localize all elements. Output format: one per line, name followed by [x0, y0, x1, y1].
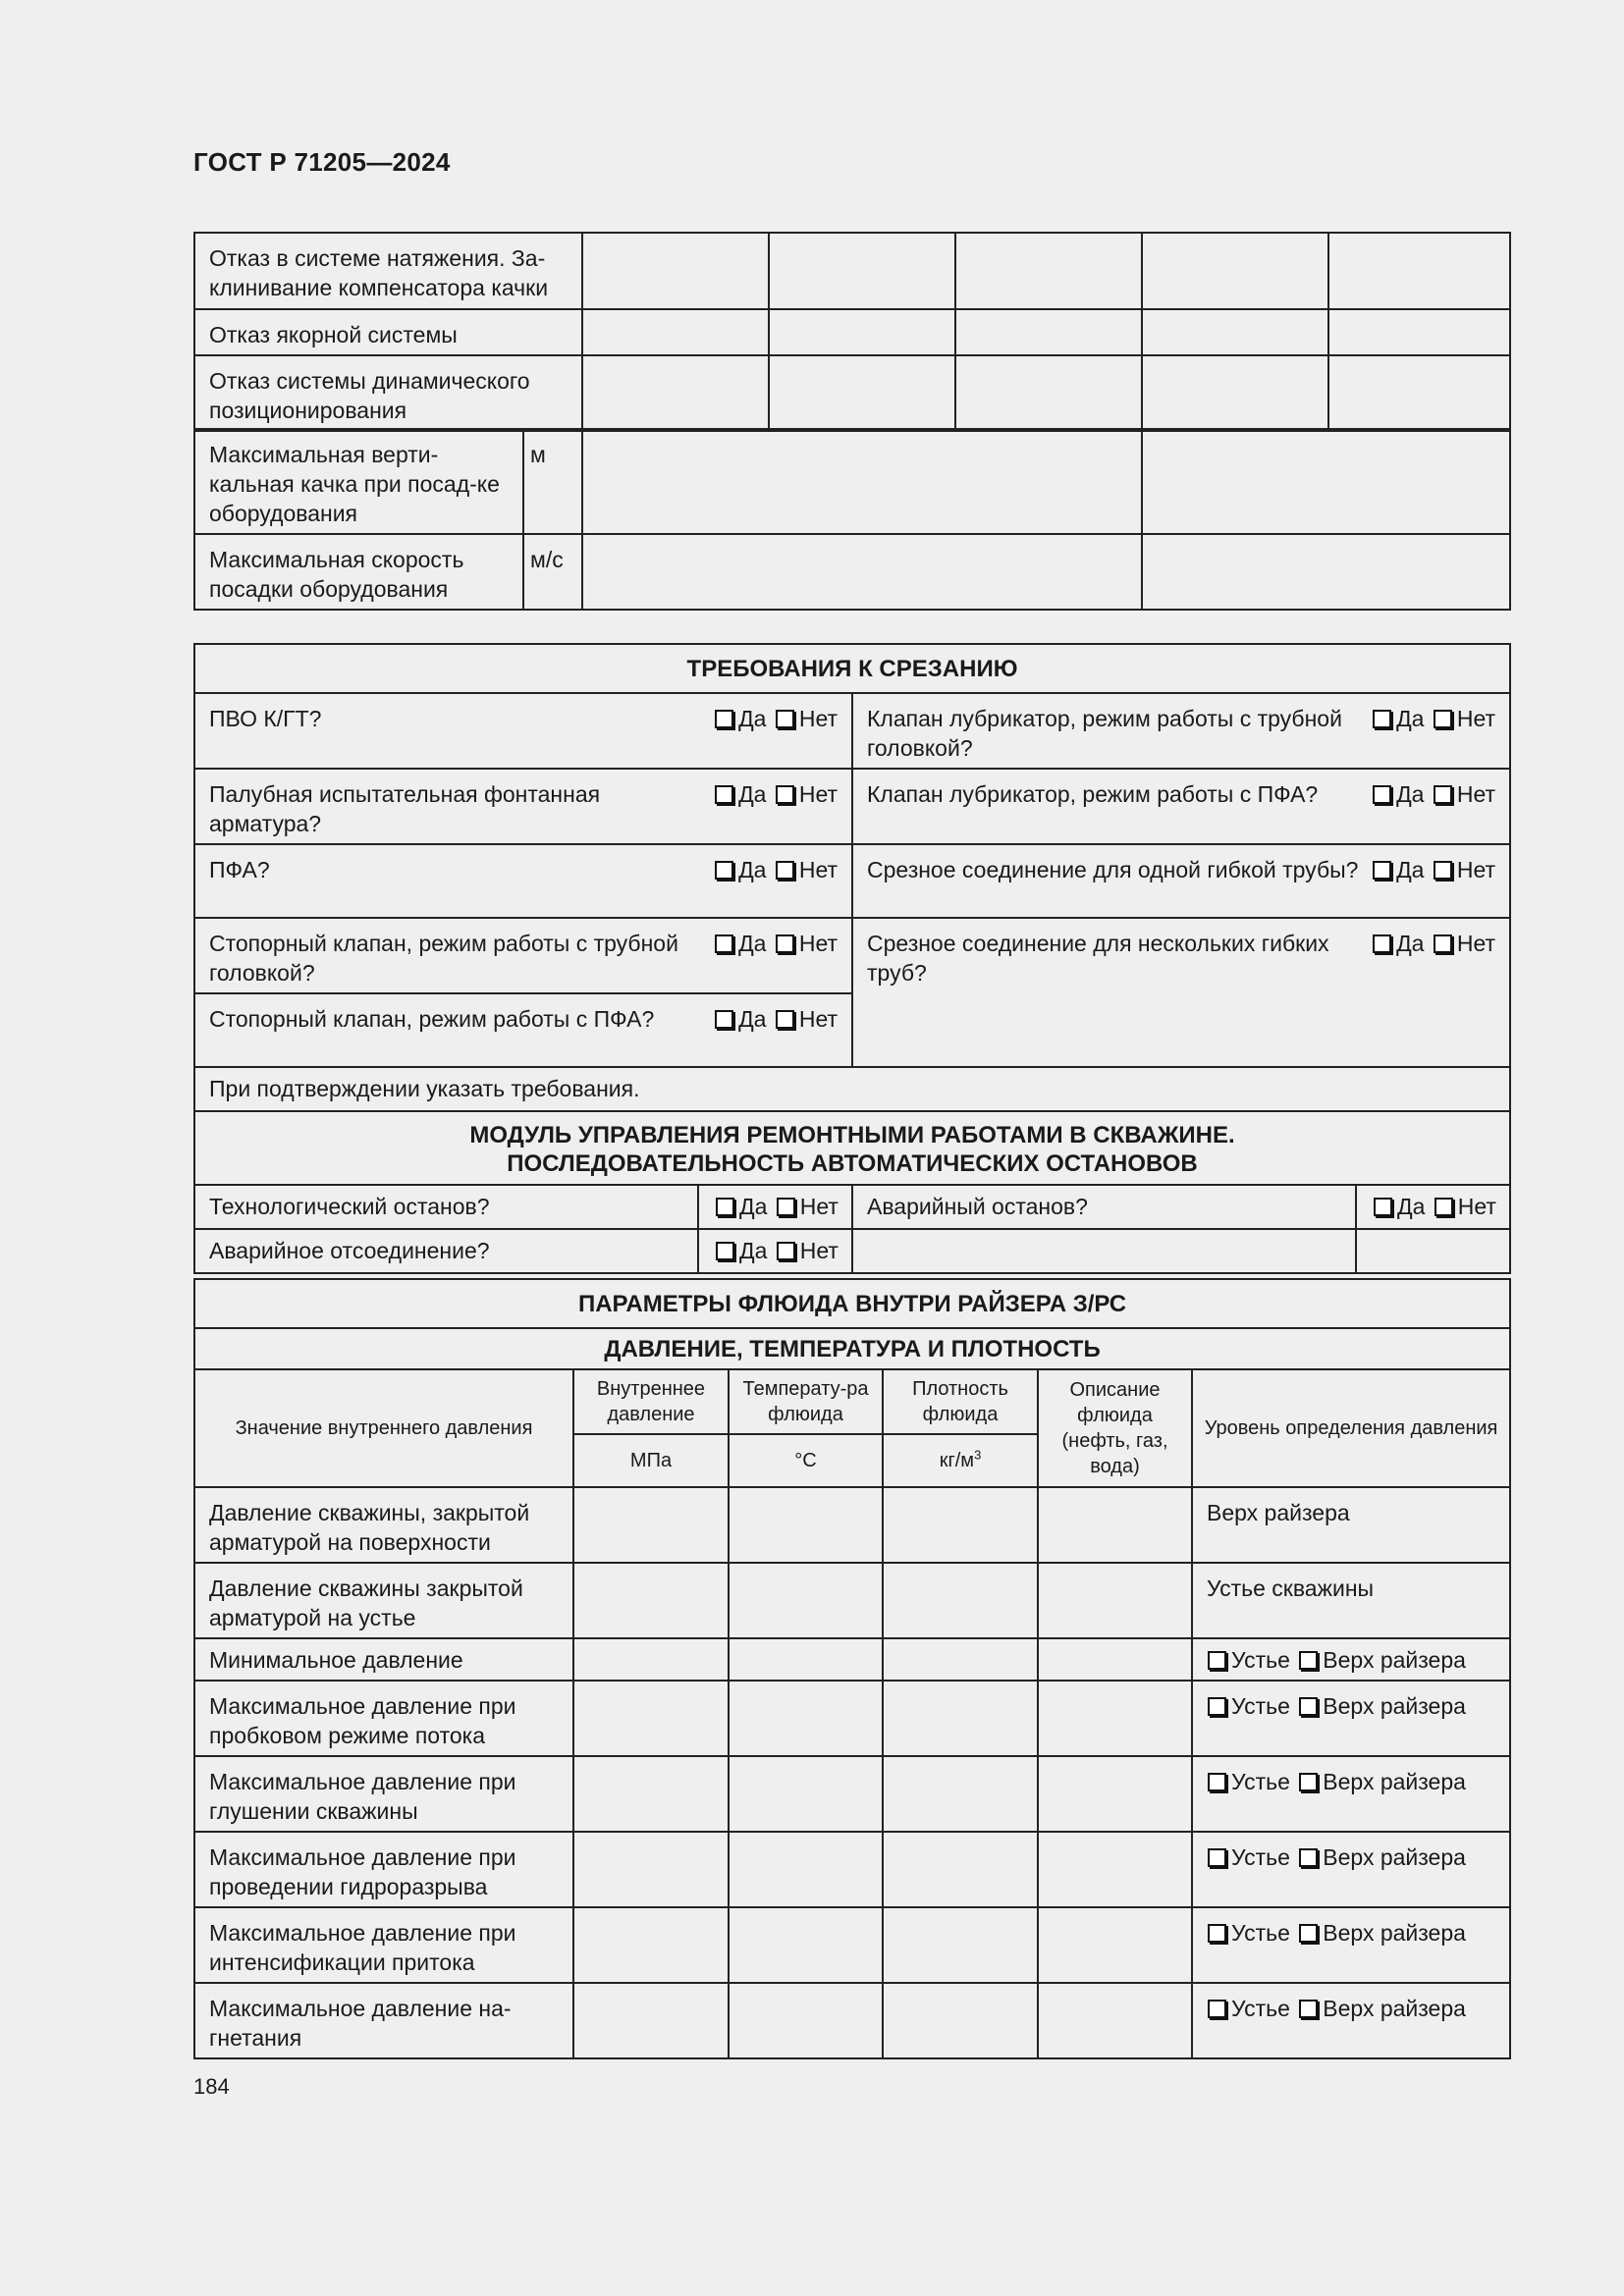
fluid-cell[interactable]: [883, 1681, 1038, 1756]
no-label: Нет: [798, 706, 838, 731]
fluid-cell[interactable]: [883, 1638, 1038, 1681]
fluid-cell[interactable]: [1038, 1832, 1192, 1907]
failure-label: Отказ системы динамического позиционирования: [194, 355, 582, 431]
checkbox-wellhead[interactable]: [1208, 1773, 1226, 1791]
value-cell[interactable]: [582, 429, 1142, 534]
yes-no-options: [1356, 1185, 1510, 1229]
table-row: [194, 769, 1510, 844]
fluid-cell[interactable]: [729, 1756, 883, 1832]
fluid-cell[interactable]: [729, 1638, 883, 1681]
cutting-item: [194, 918, 852, 993]
fluid-cell[interactable]: [573, 1487, 729, 1563]
yes-no-options: [712, 929, 838, 958]
table-row: [194, 1563, 1510, 1638]
cutting-item-label: Клапан лубрикатор, режим работы с трубной головкой?: [867, 706, 1342, 761]
checkbox-yes[interactable]: [1374, 1198, 1392, 1216]
table-row: [194, 1279, 1510, 1328]
fluid-row-label: Максимальное давление при пробковом режиме потока: [194, 1681, 573, 1756]
fluid-cell[interactable]: [729, 1563, 883, 1638]
checkbox-no[interactable]: [776, 934, 794, 953]
table-row: [194, 1067, 1510, 1111]
column-header: Описание флюида (нефть, газ, вода): [1038, 1369, 1192, 1487]
table-row: [194, 355, 1510, 431]
level-options: [1192, 1832, 1510, 1907]
checkbox-yes[interactable]: [715, 861, 733, 880]
checkbox-wellhead[interactable]: [1208, 1924, 1226, 1943]
failure-cell[interactable]: [769, 309, 955, 355]
checkbox-wellhead[interactable]: [1208, 1651, 1226, 1670]
table-row: [194, 309, 1510, 355]
checkbox-riser-top[interactable]: [1299, 2000, 1318, 2018]
fluid-cell[interactable]: [729, 1681, 883, 1756]
level-options: [1192, 1983, 1510, 2058]
module-title-line: МОДУЛЬ УПРАВЛЕНИЯ РЕМОНТНЫМИ РАБОТАМИ В СКВАЖИНЕ.: [469, 1121, 1235, 1148]
level-options: [1192, 1681, 1510, 1756]
parameter-label: Максимальная верти-кальная качка при посад-ке оборудования: [194, 429, 523, 534]
table-row: [194, 1756, 1510, 1832]
table-row: [194, 1111, 1510, 1185]
no-label: Нет: [799, 1194, 839, 1219]
fluid-cell[interactable]: [573, 1907, 729, 1983]
cutting-item-label: Клапан лубрикатор, режим работы с ПФА?: [867, 781, 1319, 807]
checkbox-wellhead[interactable]: [1208, 1848, 1226, 1867]
cutting-item-label: Стопорный клапан, режим работы с трубной головкой?: [209, 931, 678, 986]
cutting-item: [852, 769, 1510, 844]
yes-label: Да: [738, 706, 767, 731]
no-label: Нет: [798, 1006, 838, 1032]
cutting-item: [852, 918, 1510, 1067]
checkbox-riser-top[interactable]: [1299, 1924, 1318, 1943]
unit-label: м: [523, 429, 582, 534]
cutting-item-label: Палубная испытательная фонтанная арматура?: [209, 781, 601, 836]
cutting-requirements-table: [193, 643, 1511, 1274]
failure-cell[interactable]: [955, 355, 1142, 431]
table-row: [194, 233, 1510, 309]
failure-cell[interactable]: [582, 309, 769, 355]
yes-label: Да: [1396, 706, 1425, 731]
cutting-title: ТРЕБОВАНИЯ К СРЕЗАНИЮ: [194, 644, 1510, 693]
table-row: [194, 918, 1510, 993]
checkbox-wellhead[interactable]: [1208, 2000, 1226, 2018]
fluid-cell[interactable]: [573, 1563, 729, 1638]
value-cell[interactable]: [1142, 534, 1510, 610]
checkbox-no[interactable]: [776, 710, 794, 728]
yes-label: Да: [1396, 781, 1425, 807]
module-item-label: Технологический останов?: [194, 1185, 698, 1229]
level-options: [1192, 1907, 1510, 1983]
fluid-cell[interactable]: [1038, 1638, 1192, 1681]
yes-label: Да: [738, 1006, 767, 1032]
fluid-cell[interactable]: [1038, 1681, 1192, 1756]
table-row: [194, 1369, 1510, 1434]
unit-table: [193, 428, 1511, 611]
checkbox-yes[interactable]: [1373, 861, 1391, 880]
yes-label: Да: [1397, 1194, 1426, 1219]
cutting-item: [194, 993, 852, 1067]
cutting-note: При подтверждении указать требования.: [194, 1067, 1510, 1111]
fluid-cell[interactable]: [573, 1638, 729, 1681]
yes-no-options: [1370, 855, 1495, 884]
checkbox-yes[interactable]: [715, 785, 733, 804]
unit-header: °C: [729, 1434, 883, 1487]
checkbox-yes[interactable]: [1373, 785, 1391, 804]
checkbox-yes[interactable]: [1373, 934, 1391, 953]
yes-label: Да: [738, 781, 767, 807]
fluid-cell[interactable]: [729, 1983, 883, 2058]
fluid-cell[interactable]: [573, 1983, 729, 2058]
column-header: Значение внутреннего давления: [194, 1369, 573, 1487]
cutting-item-label: Стопорный клапан, режим работы с ПФА?: [209, 1006, 655, 1032]
checkbox-yes[interactable]: [716, 1198, 734, 1216]
checkbox-yes[interactable]: [715, 934, 733, 953]
fluid-row-label: Давление скважины, закрытой арматурой на поверхности: [194, 1487, 573, 1563]
wellhead-label: Устье: [1231, 1996, 1290, 2021]
fluid-parameters-table: [193, 1278, 1511, 2059]
fluid-cell[interactable]: [1038, 1907, 1192, 1983]
fluid-cell[interactable]: [883, 1756, 1038, 1832]
yes-label: Да: [738, 857, 767, 882]
cutting-item: [852, 844, 1510, 918]
checkbox-riser-top[interactable]: [1299, 1651, 1318, 1670]
table-row: [194, 1681, 1510, 1756]
level-value: Устье скважины: [1192, 1563, 1510, 1638]
table-row: [194, 1328, 1510, 1369]
no-label: Нет: [1456, 857, 1495, 882]
wellhead-label: Устье: [1231, 1647, 1290, 1673]
fluid-cell[interactable]: [883, 1983, 1038, 2058]
fluid-cell[interactable]: [729, 1832, 883, 1907]
checkbox-no[interactable]: [1434, 785, 1452, 804]
yes-label: Да: [1396, 931, 1425, 956]
yes-no-options: [1370, 779, 1495, 809]
fluid-cell[interactable]: [573, 1756, 729, 1832]
no-label: Нет: [1457, 1194, 1496, 1219]
checkbox-yes[interactable]: [715, 710, 733, 728]
yes-no-options: [1370, 704, 1495, 733]
checkbox-no[interactable]: [1435, 1198, 1453, 1216]
table-row: [194, 644, 1510, 693]
riser-top-label: Верх райзера: [1323, 1647, 1466, 1673]
cutting-item: [194, 693, 852, 769]
level-options: [1192, 1638, 1510, 1681]
failure-label: Отказ якорной системы: [194, 309, 582, 355]
column-header: Уровень определения давления: [1192, 1369, 1510, 1487]
riser-top-label: Верх райзера: [1323, 1996, 1466, 2021]
checkbox-yes[interactable]: [716, 1242, 734, 1260]
no-label: Нет: [798, 931, 838, 956]
checkbox-no[interactable]: [776, 785, 794, 804]
yes-label: Да: [1396, 857, 1425, 882]
wellhead-label: Устье: [1231, 1844, 1290, 1870]
level-value: Верх райзера: [1192, 1487, 1510, 1563]
cutting-item-label: Срезное соединение для одной гибкой трубы?: [867, 857, 1359, 882]
fluid-cell[interactable]: [1038, 1563, 1192, 1638]
checkbox-riser-top[interactable]: [1299, 1773, 1318, 1791]
riser-top-label: Верх райзера: [1323, 1693, 1466, 1719]
failure-cell[interactable]: [1142, 355, 1328, 431]
cutting-item: [852, 693, 1510, 769]
failures-table: [193, 232, 1511, 432]
table-row: [194, 844, 1510, 918]
failure-cell[interactable]: [1328, 355, 1510, 431]
yes-label: Да: [738, 931, 767, 956]
unit-header: МПа: [573, 1434, 729, 1487]
density-unit-exponent: 3: [974, 1447, 982, 1463]
failure-cell[interactable]: [1142, 309, 1328, 355]
cutting-item: [194, 844, 852, 918]
table-row: [194, 693, 1510, 769]
column-header: Внутреннее давление: [573, 1369, 729, 1434]
fluid-row-label: Максимальное давление на-гнетания: [194, 1983, 573, 2058]
unit-label: м/с: [523, 534, 582, 610]
fluid-row-label: Максимальное давление при интенсификации притока: [194, 1907, 573, 1983]
table-row: [194, 1185, 1510, 1229]
yes-no-options: [712, 704, 838, 733]
checkbox-no[interactable]: [776, 861, 794, 880]
failure-cell[interactable]: [769, 355, 955, 431]
fluid-title: ПАРАМЕТРЫ ФЛЮИДА ВНУТРИ РАЙЗЕРА З/РС: [194, 1279, 1510, 1328]
no-label: Нет: [798, 781, 838, 807]
cutting-item: [194, 769, 852, 844]
yes-label: Да: [739, 1238, 768, 1263]
fluid-row-label: Максимальное давление при проведении гидроразрыва: [194, 1832, 573, 1907]
failure-cell[interactable]: [955, 309, 1142, 355]
wellhead-label: Устье: [1231, 1693, 1290, 1719]
checkbox-no[interactable]: [776, 1010, 794, 1029]
checkbox-riser-top[interactable]: [1299, 1697, 1318, 1716]
fluid-row-label: Давление скважины закрытой арматурой на устье: [194, 1563, 573, 1638]
fluid-cell[interactable]: [883, 1563, 1038, 1638]
checkbox-no[interactable]: [777, 1242, 795, 1260]
table-row: [194, 1487, 1510, 1563]
checkbox-no[interactable]: [1434, 861, 1452, 880]
fluid-subtitle: ДАВЛЕНИЕ, ТЕМПЕРАТУРА И ПЛОТНОСТЬ: [194, 1328, 1510, 1369]
failure-cell[interactable]: [582, 233, 769, 309]
yes-no-options: [698, 1229, 852, 1273]
checkbox-yes[interactable]: [1373, 710, 1391, 728]
yes-no-options: [712, 779, 838, 809]
density-unit: кг/м: [939, 1450, 975, 1471]
riser-top-label: Верх райзера: [1323, 1920, 1466, 1946]
checkbox-no[interactable]: [777, 1198, 795, 1216]
failure-label: Отказ в системе натяжения. За-клинивание компенсатора качки: [194, 233, 582, 309]
yes-no-options: [1370, 929, 1495, 958]
cutting-item-label: Срезное соединение для нескольких гибких труб?: [867, 931, 1329, 986]
failure-cell[interactable]: [582, 355, 769, 431]
yes-no-options: [712, 855, 838, 884]
yes-no-options: [698, 1185, 852, 1229]
table-row: [194, 1638, 1510, 1681]
failure-cell[interactable]: [1142, 233, 1328, 309]
empty-cell[interactable]: [1356, 1229, 1510, 1273]
level-options: [1192, 1756, 1510, 1832]
table-row: [194, 1907, 1510, 1983]
failure-cell[interactable]: [1328, 233, 1510, 309]
fluid-row-label: Минимальное давление: [194, 1638, 573, 1681]
fluid-cell[interactable]: [883, 1487, 1038, 1563]
document-header: ГОСТ Р 71205—2024: [193, 147, 451, 177]
riser-top-label: Верх райзера: [1323, 1769, 1466, 1794]
table-row: [194, 1229, 1510, 1273]
fluid-cell[interactable]: [1038, 1983, 1192, 2058]
fluid-cell[interactable]: [729, 1907, 883, 1983]
value-cell[interactable]: [1142, 429, 1510, 534]
module-title: [194, 1111, 1510, 1185]
checkbox-no[interactable]: [1434, 934, 1452, 953]
checkbox-no[interactable]: [1434, 710, 1452, 728]
fluid-cell[interactable]: [729, 1487, 883, 1563]
page-number: 184: [193, 2074, 230, 2099]
column-header: Температу-ра флюида: [729, 1369, 883, 1434]
wellhead-label: Устье: [1231, 1920, 1290, 1946]
no-label: Нет: [1456, 931, 1495, 956]
wellhead-label: Устье: [1231, 1769, 1290, 1794]
fluid-row-label: Максимальное давление при глушении скважины: [194, 1756, 573, 1832]
empty-cell[interactable]: [852, 1229, 1356, 1273]
fluid-cell[interactable]: [883, 1832, 1038, 1907]
yes-no-options: [712, 1004, 838, 1034]
no-label: Нет: [799, 1238, 839, 1263]
checkbox-yes[interactable]: [715, 1010, 733, 1029]
no-label: Нет: [1456, 781, 1495, 807]
column-header: Плотность флюида: [883, 1369, 1038, 1434]
yes-label: Да: [739, 1194, 768, 1219]
fluid-cell[interactable]: [883, 1907, 1038, 1983]
checkbox-wellhead[interactable]: [1208, 1697, 1226, 1716]
checkbox-riser-top[interactable]: [1299, 1848, 1318, 1867]
failure-cell[interactable]: [1328, 309, 1510, 355]
fluid-cell[interactable]: [573, 1832, 729, 1907]
unit-header: [883, 1434, 1038, 1487]
table-row: [194, 1832, 1510, 1907]
failure-cell[interactable]: [769, 233, 955, 309]
failure-cell[interactable]: [955, 233, 1142, 309]
riser-top-label: Верх райзера: [1323, 1844, 1466, 1870]
module-item-label: Аварийный останов?: [852, 1185, 1356, 1229]
module-title-line: ПОСЛЕДОВАТЕЛЬНОСТЬ АВТОМАТИЧЕСКИХ ОСТАНОВОВ: [507, 1149, 1198, 1177]
table-row: [194, 1983, 1510, 2058]
fluid-cell[interactable]: [1038, 1756, 1192, 1832]
cutting-item-label: ПВО К/ГТ?: [209, 706, 322, 731]
module-item-label: Аварийное отсоединение?: [194, 1229, 698, 1273]
parameter-label: Максимальная скорость посадки оборудования: [194, 534, 523, 610]
no-label: Нет: [1456, 706, 1495, 731]
fluid-cell[interactable]: [573, 1681, 729, 1756]
table-row: [194, 429, 1510, 534]
fluid-cell[interactable]: [1038, 1487, 1192, 1563]
cutting-item-label: ПФА?: [209, 857, 270, 882]
table-row: [194, 534, 1510, 610]
no-label: Нет: [798, 857, 838, 882]
value-cell[interactable]: [582, 534, 1142, 610]
